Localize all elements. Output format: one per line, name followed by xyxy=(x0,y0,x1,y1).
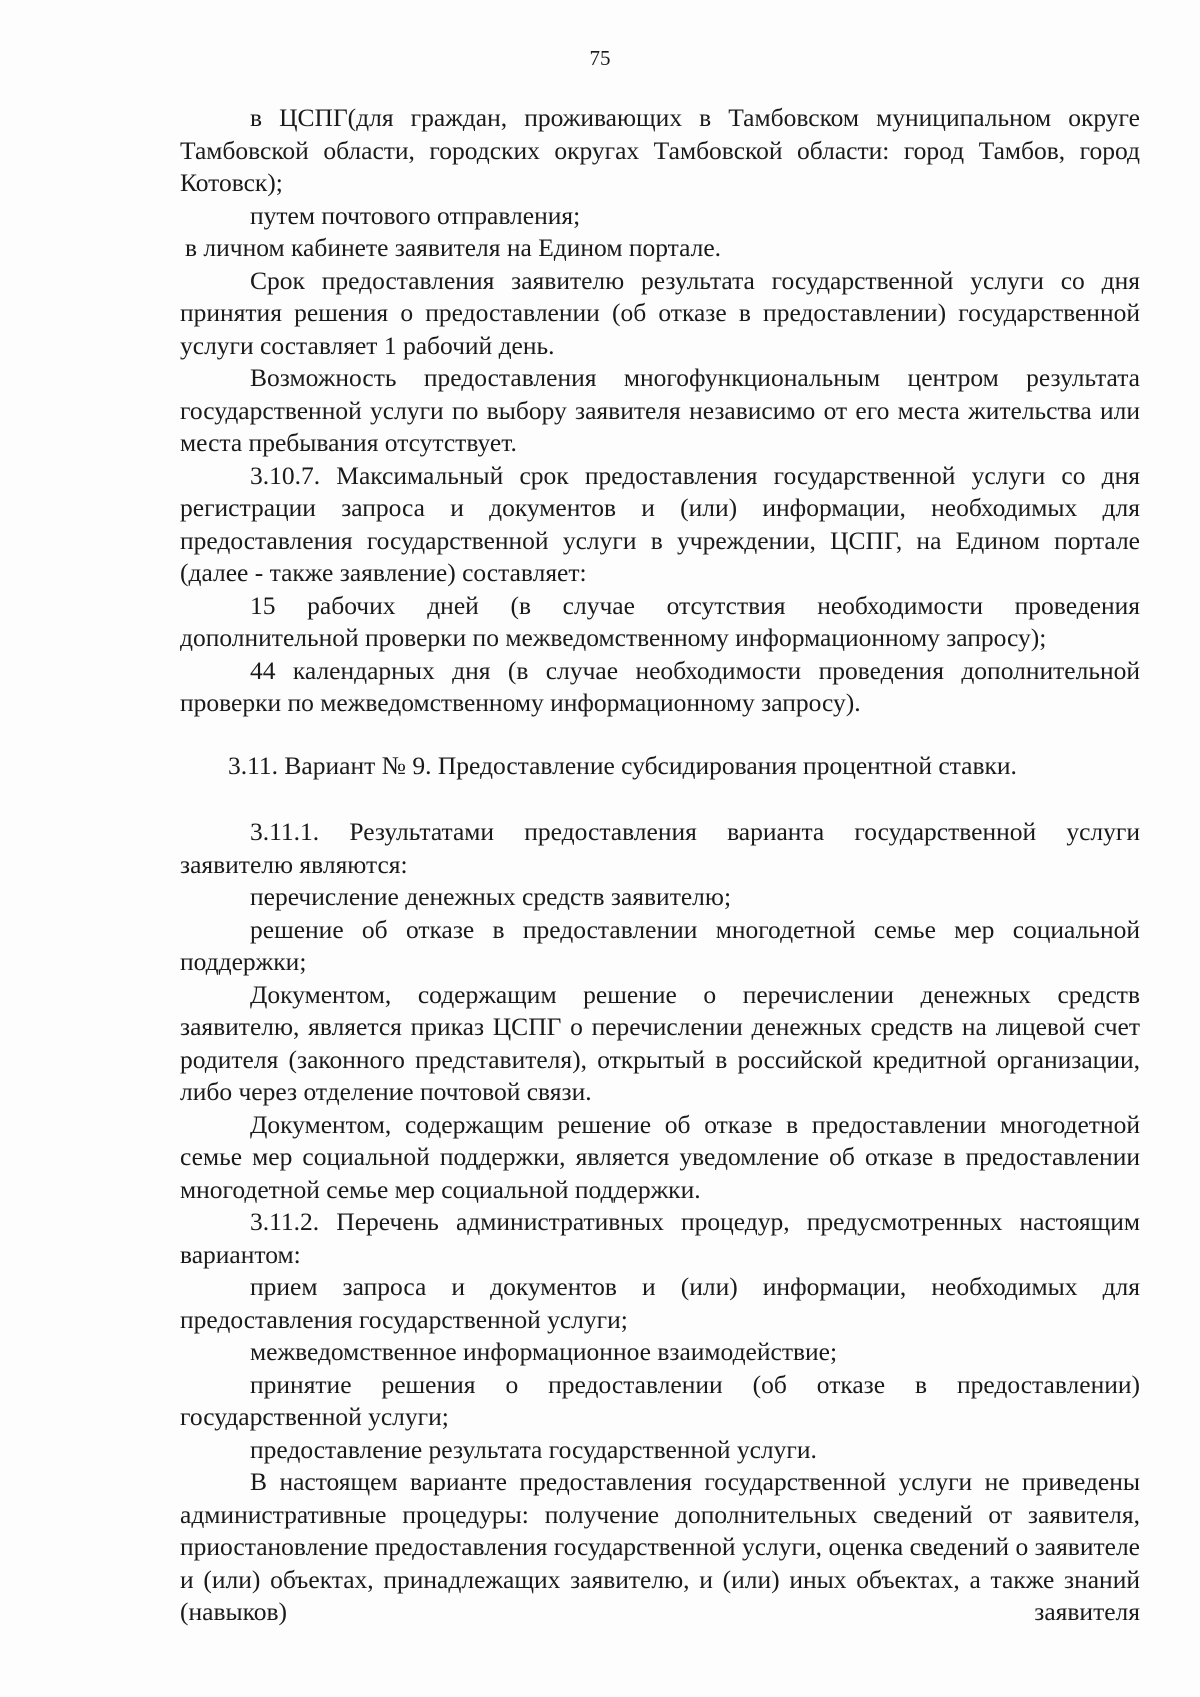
paragraph: перечисление денежных средств заявителю; xyxy=(250,882,732,911)
paragraph: Срок предоставления заявителю результата государственной услуги со дня принятия решения о предоставлении (об отказе в предоставлении) государственной услуги составляет 1 рабочий день. xyxy=(180,265,1140,360)
paragraph: принятие решения о предоставлении (об отказе в предоставлении) государственной услуги; xyxy=(180,1369,1140,1431)
paragraph: межведомственное информационное взаимодействие; xyxy=(250,1337,838,1366)
paragraph: 3.11.1. Результатами предоставления варианта государственной услуги заявителю являются: xyxy=(180,817,1140,879)
paragraph: В настоящем варианте предоставления государственной услуги не приведены административные процедуры: получение дополнительных сведений от заявителя, приостановление предоставления государственной услуги, оценка сведений о заявителе и (или) объектах, принадлежащих заявителю, и (или) иных объектах, а также знаний (навыков) заявителя xyxy=(180,1467,1140,1626)
paragraph: Документом, содержащим решение об отказе в предоставлении многодетной семье мер социальной поддержки, является уведомление об отказе в предоставлении многодетной семье мер социальной поддержки. xyxy=(180,1109,1140,1204)
document-body xyxy=(180,102,1140,1629)
paragraph: 3.11.2. Перечень административных процедур, предусмотренных настоящим вариантом: xyxy=(180,1207,1140,1269)
paragraph: Возможность предоставления многофункциональным центром результата государственной услуги по выбору заявителя независимо от его места жительства или места пребывания отсутствует. xyxy=(180,363,1140,457)
paragraph: в ЦСПГ(для граждан, проживающих в Тамбовском муниципальном округе Тамбовской области, городских округах Тамбовской области: город Тамбов, город Котовск); xyxy=(180,103,1140,197)
paragraph: 3.10.7. Максимальный срок предоставления государственной услуги со дня регистрации запроса и документов и (или) информации, необходимых для предоставления государственной услуги в учреждении, ЦСПГ, на Едином портале (далее - также заявление) составляет: xyxy=(180,460,1140,587)
section-heading: 3.11. Вариант № 9. Предоставление субсидирования процентной ставки. xyxy=(228,750,1017,780)
page-number: 75 xyxy=(589,46,611,70)
paragraph: путем почтового отправления; xyxy=(250,200,581,230)
paragraph: предоставление результата государственной услуги. xyxy=(250,1434,817,1464)
paragraph: решение об отказе в предоставлении многодетной семье мер социальной поддержки; xyxy=(180,914,1140,976)
paragraph: в личном кабинете заявителя на Едином портале. xyxy=(185,233,722,262)
paragraph: 44 календарных дня (в случае необходимости проведения дополнительной проверки по межведомственному информационному запросу). xyxy=(180,655,1140,717)
paragraph: Документом, содержащим решение о перечислении денежных средств заявителю, является приказ ЦСПГ о перечислении денежных средств на лицевой счет родителя (законного представителя), открытый в российской кредитной организации, либо через отделение почтовой связи. xyxy=(180,979,1140,1106)
paragraph: прием запроса и документов и (или) информации, необходимых для предоставления государственной услуги; xyxy=(180,1272,1140,1334)
paragraph: 15 рабочих дней (в случае отсутствия необходимости проведения дополнительной проверки по межведомственному информационному запросу); xyxy=(180,590,1140,652)
